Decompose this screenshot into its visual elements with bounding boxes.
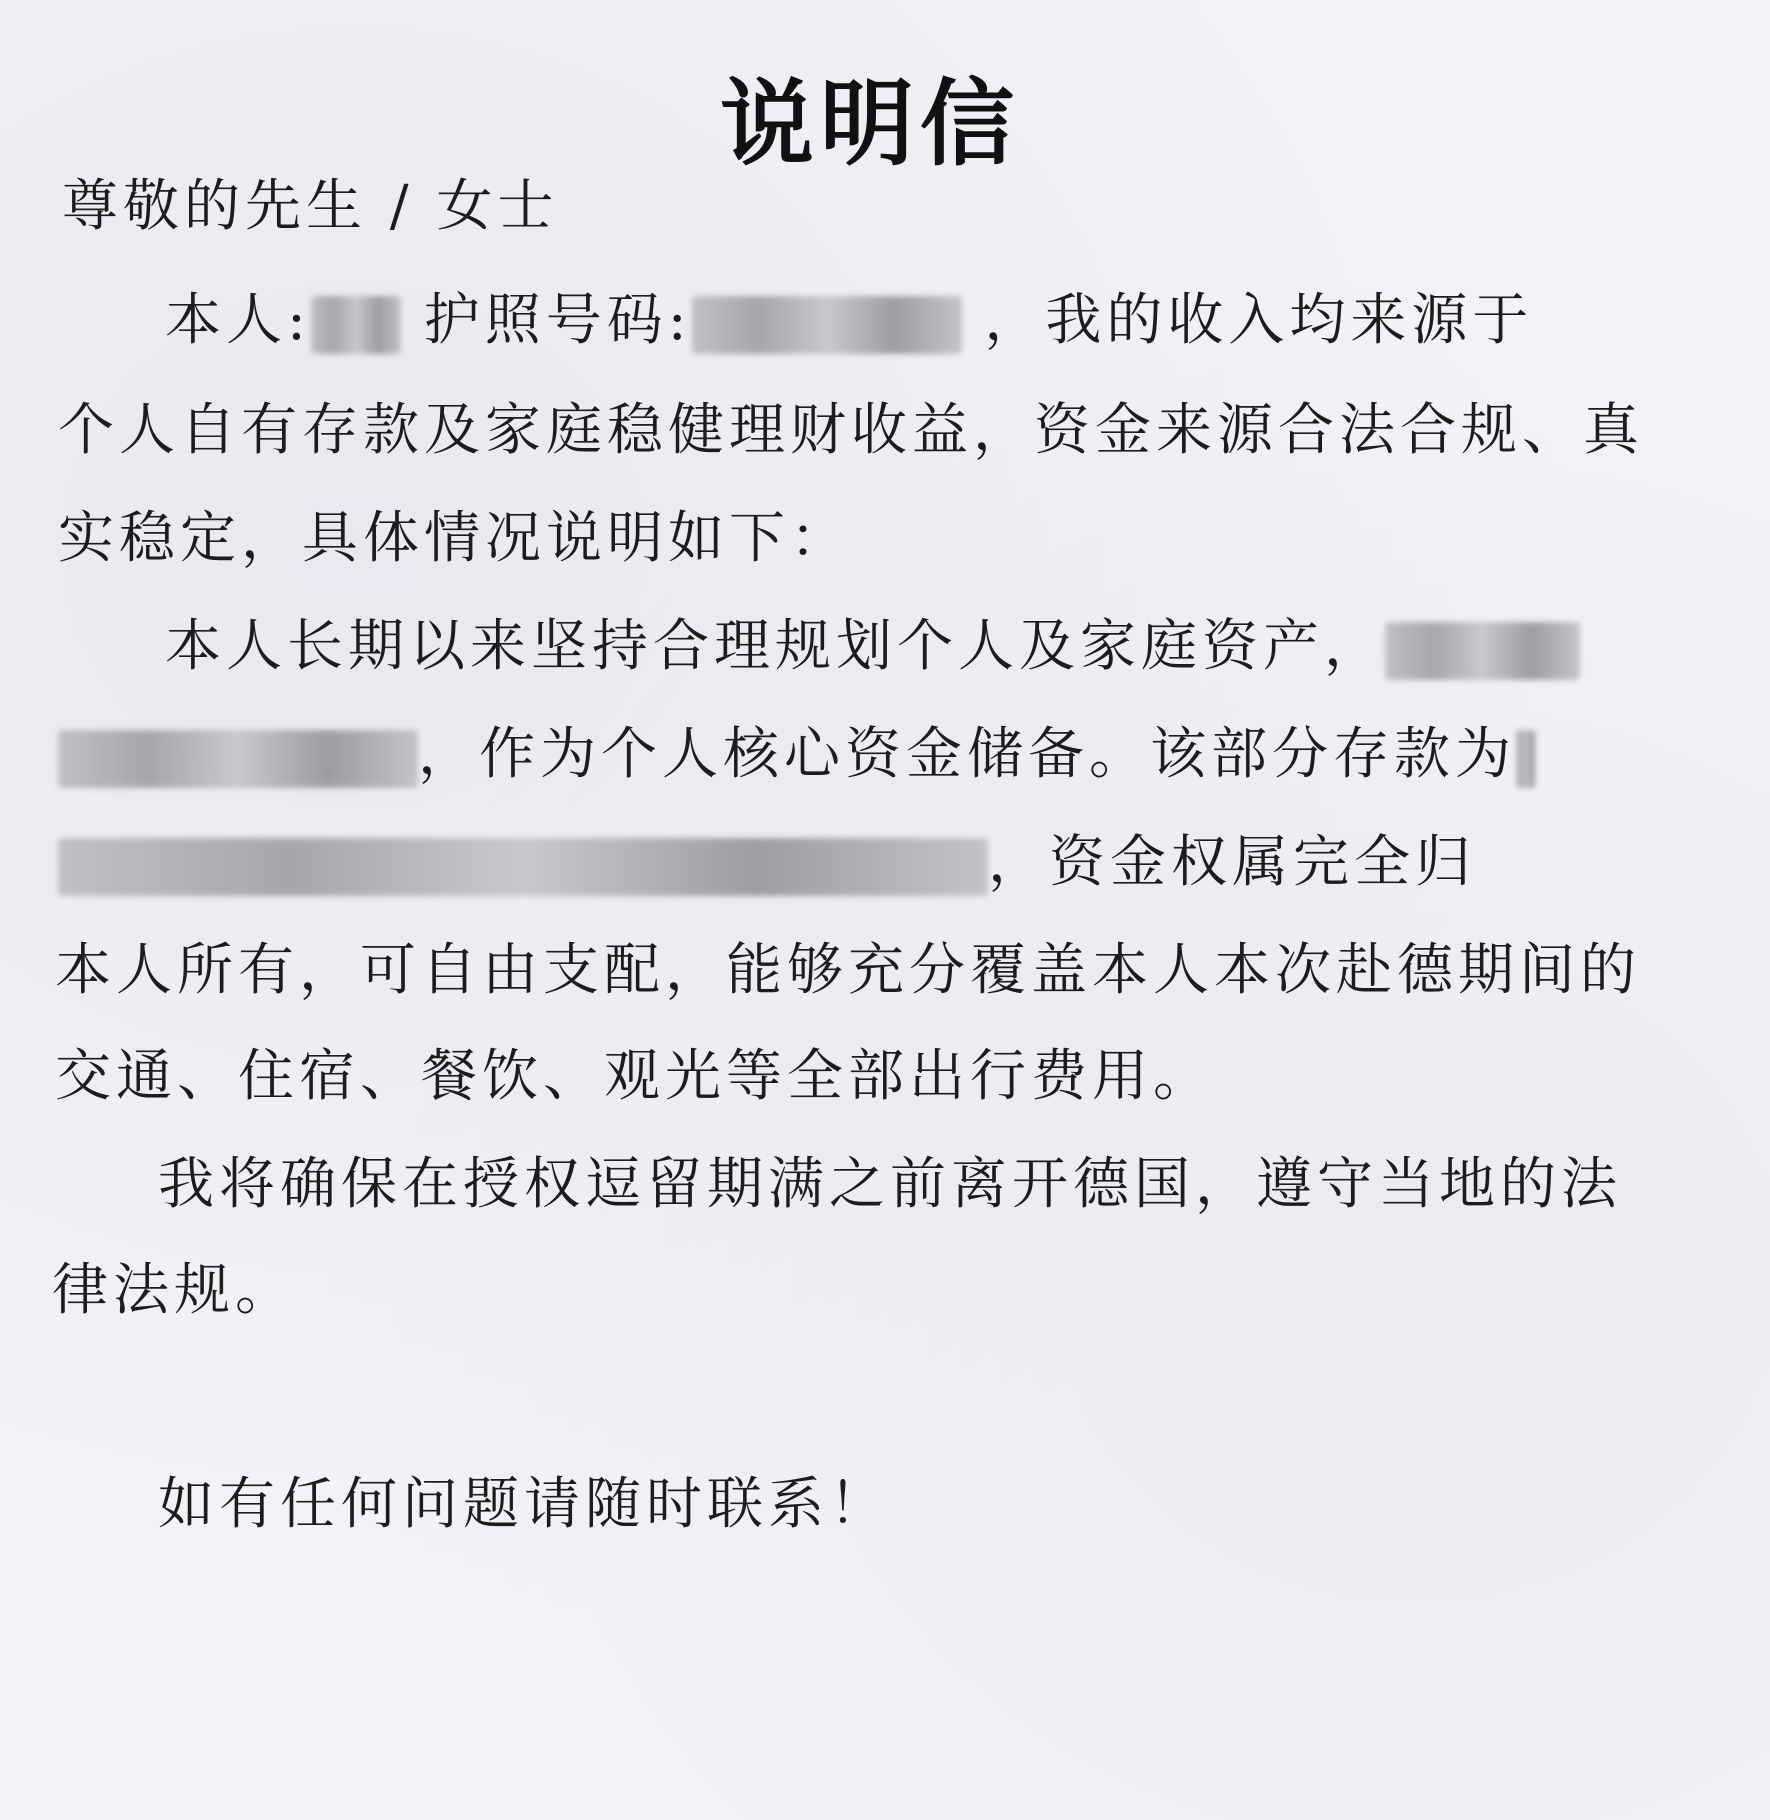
paragraph-2-text-3: ，资金权属完全归 — [988, 830, 1476, 895]
closing-line: 如有任何问题请随时联系！ — [158, 1472, 890, 1537]
redacted-deposit-info — [1385, 622, 1580, 680]
paragraph-1-line-1 — [165, 286, 1533, 356]
paragraph-3-line-1: 我将确保在授权逗留期满之前离开德国，遵守当地的法 — [158, 1152, 1622, 1217]
paragraph-2-line-3 — [58, 828, 1476, 898]
redacted-name — [311, 296, 401, 354]
redacted-bank-info — [58, 730, 418, 788]
income-source-text: ，我的收入均来源于 — [984, 288, 1534, 353]
salutation: 尊敬的先生 / 女士 — [62, 174, 559, 239]
paragraph-2-line-4: 本人所有，可自由支配，能够充分覆盖本人本次赴德期间的 — [55, 938, 1641, 1003]
paragraph-2-text-1: 本人长期以来坚持合理规划个人及家庭资产， — [165, 614, 1385, 679]
paragraph-1-line-2: 个人自有存款及家庭稳健理财收益，资金来源合法合规、真 — [58, 398, 1644, 463]
name-label: 本人: — [165, 288, 311, 353]
passport-label: 护照号码: — [423, 288, 692, 353]
paragraph-2-line-5: 交通、住宿、餐饮、观光等全部出行费用。 — [55, 1044, 1214, 1109]
letter-title: 说明信 — [719, 70, 1020, 179]
redacted-passport-number — [692, 296, 962, 354]
paragraph-3-line-2: 律法规。 — [52, 1258, 296, 1323]
redacted-amount-start — [1516, 730, 1536, 788]
paragraph-1-line-3: 实稳定，具体情况说明如下： — [58, 506, 851, 571]
paragraph-2-line-1 — [165, 612, 1580, 682]
redacted-amount — [58, 838, 988, 896]
paragraph-2-text-2: ，作为个人核心资金储备。该部分存款为 — [418, 722, 1516, 787]
paragraph-2-line-2 — [58, 720, 1536, 790]
